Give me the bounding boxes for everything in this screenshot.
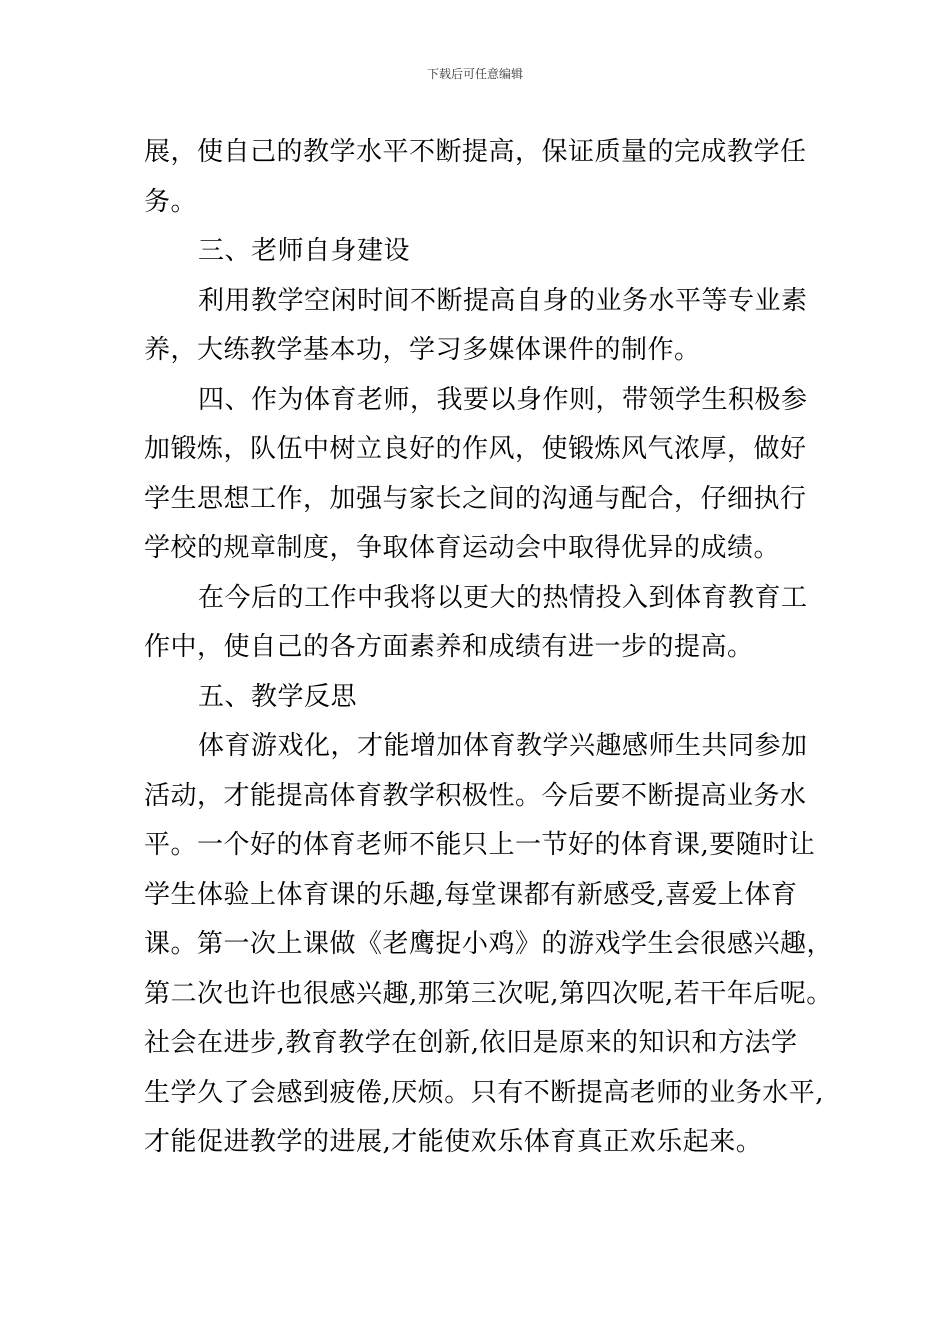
text-line-2: 务。 bbox=[144, 186, 198, 217]
text-line-1: 展，使自己的教学水平不断提高，保证质量的完成教学任 bbox=[144, 137, 807, 167]
text-line-20: 生学久了会感到疲倦,厌烦。只有不断提高老师的业务水平, bbox=[144, 1077, 825, 1108]
text-line-8: 学生思想工作，加强与家长之间的沟通与配合，仔细执行 bbox=[144, 483, 807, 514]
text-line-21: 才能促进教学的进展,才能使欢乐体育真正欢乐起来。 bbox=[144, 1127, 763, 1157]
text-line-15: 平。一个好的体育老师不能只上一节好的体育课,要随时让 bbox=[144, 830, 816, 860]
text-line-11: 作中，使自己的各方面素养和成绩有进一步的提高。 bbox=[144, 632, 754, 662]
document-body bbox=[144, 128, 834, 1168]
page-header: 下载后可任意编辑 bbox=[426, 67, 523, 81]
text-line-7: 加锻炼，队伍中树立良好的作风，使锻炼风气浓厚，做好 bbox=[144, 434, 807, 464]
text-line-18: 第二次也许也很感兴趣,那第三次呢,第四次呢,若干年后呢。 bbox=[144, 978, 833, 1009]
text-line-14: 活动，才能提高体育教学积极性。今后要不断提高业务水 bbox=[144, 780, 807, 811]
text-line-13: 体育游戏化，才能增加体育教学兴趣感师生共同参加 bbox=[198, 731, 808, 761]
text-line-9: 学校的规章制度，争取体育运动会中取得优异的成绩。 bbox=[144, 533, 781, 563]
text-line-16: 学生体验上体育课的乐趣,每堂课都有新感受,喜爱上体育 bbox=[144, 879, 798, 910]
text-line-5: 养，大练教学基本功，学习多媒体课件的制作。 bbox=[144, 335, 701, 365]
text-line-17: 课。第一次上课做《老鹰捉小鸡》的游戏学生会很感兴趣， bbox=[144, 929, 834, 959]
text-line-10: 在今后的工作中我将以更大的热情投入到体育教育工 bbox=[198, 582, 808, 613]
text-line-4: 利用教学空闲时间不断提高自身的业务水平等专业素 bbox=[198, 285, 808, 316]
section-heading-3: 三、老师自身建设 bbox=[198, 236, 411, 266]
text-line-6: 四、作为体育老师，我要以身作则，带领学生积极参 bbox=[198, 384, 808, 415]
section-heading-5: 五、教学反思 bbox=[198, 681, 358, 712]
text-line-19: 社会在进步,教育教学在创新,依旧是原来的知识和方法学 bbox=[144, 1028, 798, 1058]
